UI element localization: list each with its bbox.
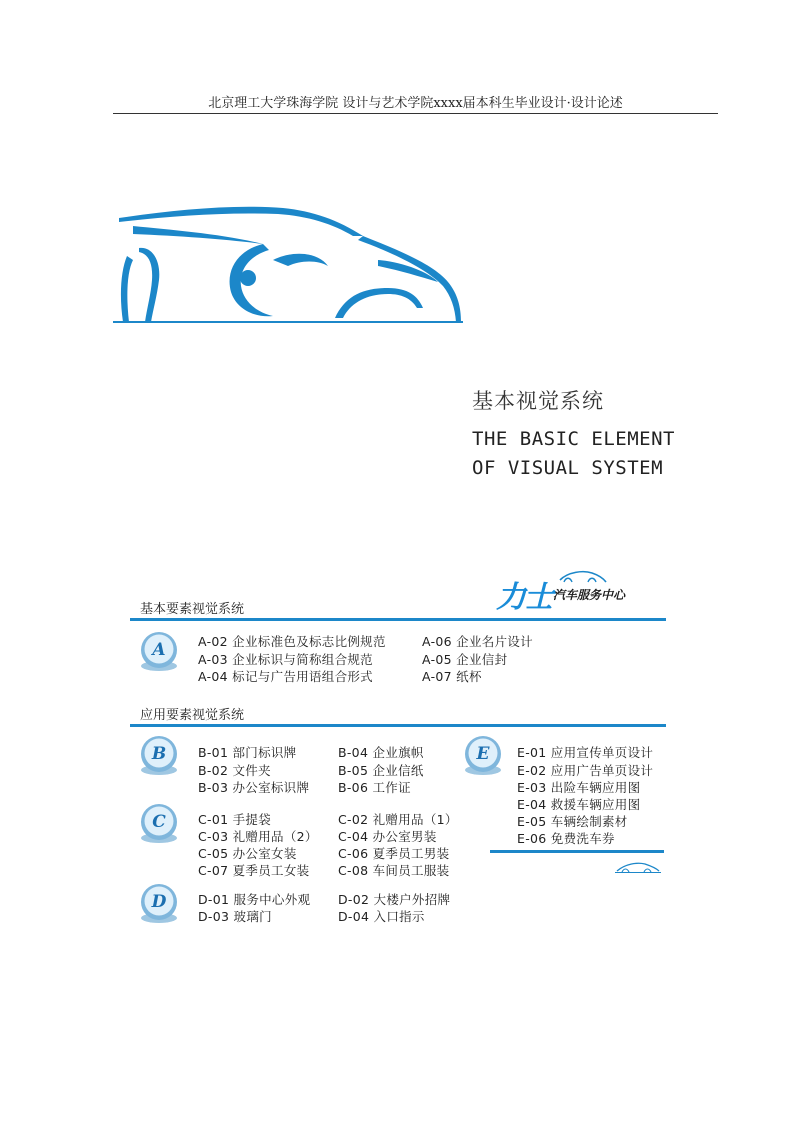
header-rule	[113, 113, 718, 114]
list-item: B-01 部门标识牌	[198, 745, 297, 760]
list-item: B-03 办公室标识牌	[198, 780, 310, 795]
logo-sub-text: 汽车服务中心	[553, 588, 626, 602]
badge-b-icon	[137, 734, 181, 778]
title-block	[472, 385, 675, 483]
list-item: B-04 企业旗帜	[338, 745, 424, 760]
basic-section-title: 基本要素视觉系统	[140, 602, 245, 617]
title-chinese: 基本视觉系统	[472, 389, 604, 413]
small-car-icon	[615, 860, 661, 874]
badge-c-letter: C	[152, 812, 166, 832]
e-group-rule	[490, 850, 664, 853]
badge-a-icon	[137, 630, 181, 674]
list-item: C-02 礼赠用品（1）	[338, 812, 458, 827]
list-item: D-03 玻璃门	[198, 909, 272, 924]
basic-section-rule	[130, 618, 666, 621]
list-item: C-08 车间员工服装	[338, 863, 450, 878]
list-item: C-07 夏季员工女装	[198, 863, 310, 878]
list-item: E-01 应用宣传单页设计	[517, 745, 654, 760]
title-english-line2: OF VISUAL SYSTEM	[472, 457, 664, 479]
car-illustration	[113, 200, 473, 330]
list-item: E-06 免费洗车券	[517, 831, 615, 846]
list-item: A-05 企业信封	[422, 652, 508, 667]
list-item: D-02 大楼户外招牌	[338, 892, 451, 907]
list-item: E-05 车辆绘制素材	[517, 814, 628, 829]
list-item: C-06 夏季员工男装	[338, 846, 450, 861]
list-item: A-02 企业标准色及标志比例规范	[198, 634, 386, 649]
logo-car-icon	[558, 568, 608, 586]
list-item: B-05 企业信纸	[338, 763, 424, 778]
list-item: A-06 企业名片设计	[422, 634, 533, 649]
list-item: E-02 应用广告单页设计	[517, 763, 654, 778]
application-section-title: 应用要素视觉系统	[140, 708, 245, 723]
list-item: A-07 纸杯	[422, 669, 482, 684]
badge-d-icon	[137, 882, 181, 926]
list-item: D-04 入口指示	[338, 909, 425, 924]
list-item: D-01 服务中心外观	[198, 892, 311, 907]
list-item: E-04 救援车辆应用图	[517, 797, 641, 812]
badge-e-icon	[461, 734, 505, 778]
list-item: C-05 办公室女装	[198, 846, 297, 861]
list-item: C-01 手提袋	[198, 812, 272, 827]
list-item: B-06 工作证	[338, 780, 411, 795]
list-item: A-03 企业标识与简称组合规范	[198, 652, 373, 667]
badge-d-letter: D	[151, 892, 167, 912]
list-item: C-04 办公室男装	[338, 829, 437, 844]
page-header: 北京理工大学珠海学院 设计与艺术学院xxxx届本科生毕业设计·设计论述	[208, 96, 623, 111]
list-item: A-04 标记与广告用语组合形式	[198, 669, 373, 684]
badge-e-letter: E	[476, 744, 490, 764]
logo-main-text: 力士	[496, 580, 552, 615]
brand-logo	[496, 568, 646, 615]
list-item: C-03 礼赠用品（2）	[198, 829, 318, 844]
application-section-rule	[130, 724, 666, 727]
title-english-line1: THE BASIC ELEMENT	[472, 428, 675, 450]
list-item: E-03 出险车辆应用图	[517, 780, 641, 795]
list-item: B-02 文件夹	[198, 763, 271, 778]
badge-b-letter: B	[151, 744, 167, 764]
badge-a-letter: A	[152, 640, 166, 660]
badge-c-icon	[137, 802, 181, 846]
